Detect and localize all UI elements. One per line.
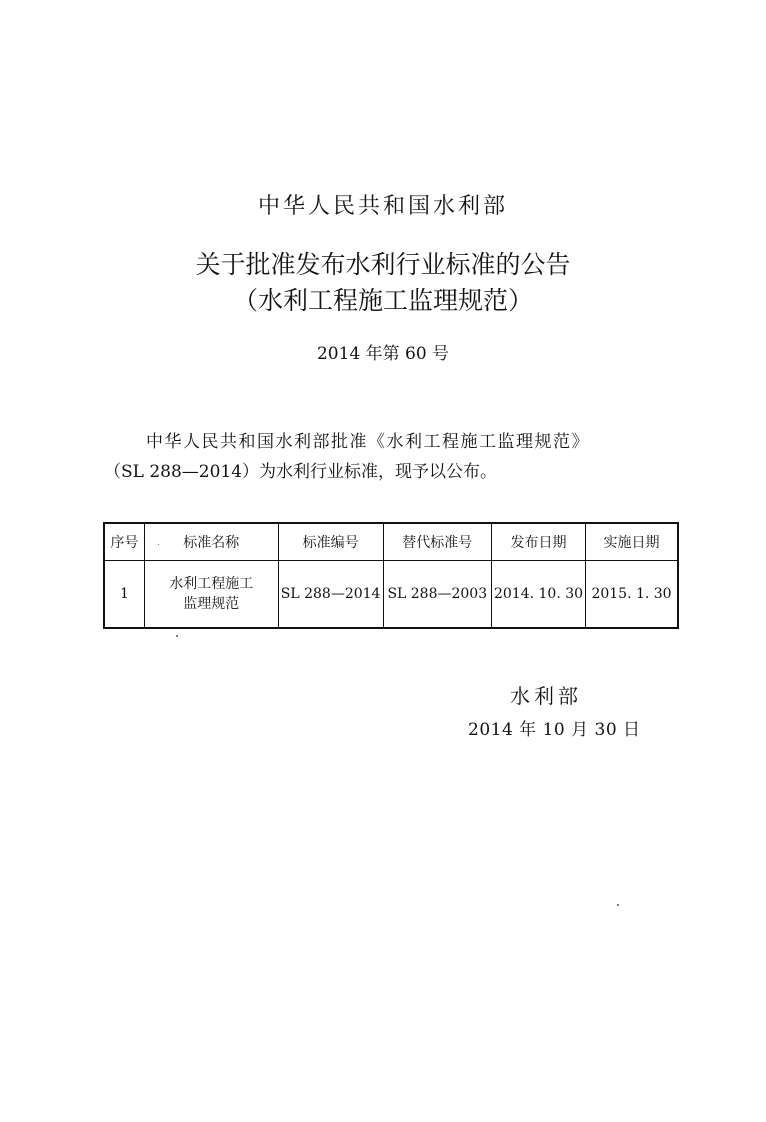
header-publish-date: 发布日期 — [491, 523, 585, 561]
header-code: 标准编号 — [278, 523, 383, 561]
standards-table — [103, 522, 679, 629]
signature-organization: 水利部 — [510, 684, 582, 708]
body-paragraph-line-2: （SL 288—2014）为水利行业标准，现予以公布。 — [104, 462, 498, 482]
cell-effective-date: 2015. 1. 30 — [586, 561, 678, 629]
ministry-name: 中华人民共和国水利部 — [257, 194, 508, 219]
table-header-row — [104, 523, 678, 561]
scan-speck — [617, 904, 619, 906]
announcement-subtitle: （水利工程施工监理规范） — [232, 286, 533, 315]
cell-name-line-2: 监理规范 — [183, 596, 240, 612]
header-seq: 序号 — [104, 523, 144, 561]
signature-date: 2014 年 10 月 30 日 — [468, 720, 641, 740]
cell-publish-date: 2014. 10. 30 — [491, 561, 585, 629]
cell-name-line-1: 水利工程施工 — [169, 576, 254, 592]
cell-seq: 1 — [104, 561, 144, 629]
header-replaces: 替代标准号 — [383, 523, 491, 561]
cell-code: SL 288—2014 — [278, 561, 383, 629]
scan-speck — [158, 544, 159, 545]
announcement-title: 关于批准发布水利行业标准的公告 — [195, 250, 571, 279]
body-paragraph-line-1: 中华人民共和国水利部批准《水利工程施工监理规范》 — [146, 432, 590, 452]
cell-replaces: SL 288—2003 — [383, 561, 491, 629]
document-number: 2014 年第 60 号 — [316, 344, 450, 364]
scan-speck — [176, 635, 178, 637]
header-effective-date: 实施日期 — [586, 523, 678, 561]
table-row — [104, 561, 678, 629]
cell-name — [144, 561, 278, 629]
header-name: 标准名称 — [144, 523, 278, 561]
